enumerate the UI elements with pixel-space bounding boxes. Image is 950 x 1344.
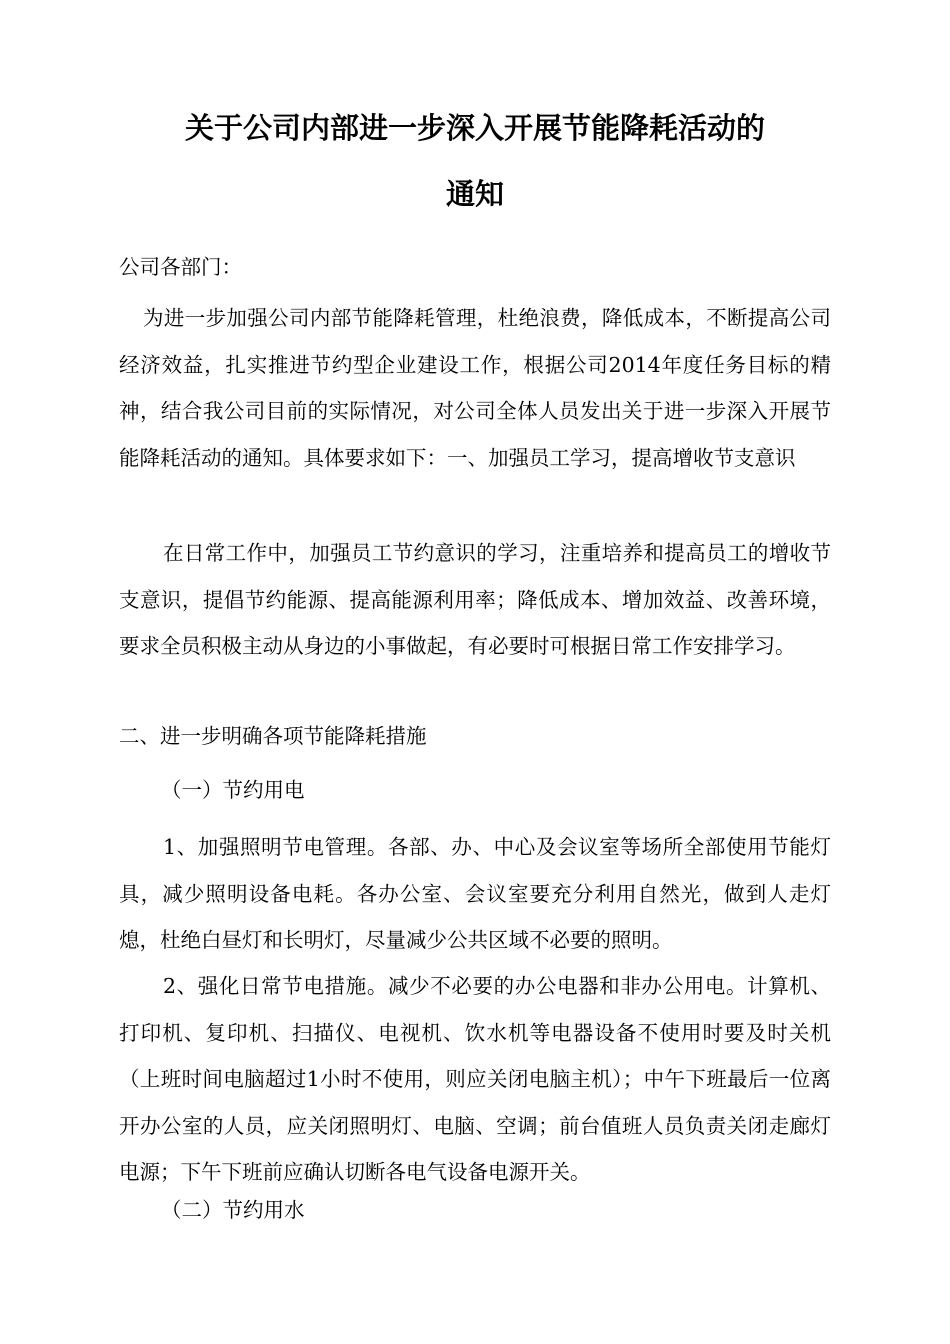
item-two-paragraph: 2、强化日常节电措施。减少不必要的办公电器和非办公用电。计算机、打印机、复印机、扫描仪、电视机、饮水机等电器设备不使用时要及时关机（上班时间电脑超过1小时不使用，则应关闭电脑主机）；中午下班最后一位离开办公室的人员，应关闭照明灯、电脑、空调；前台值班人员负责关闭走廊灯电源；下午下班前应确认切断各电气设备电源开关。 xyxy=(119,974,831,1184)
salutation: 公司各部门： xyxy=(119,255,242,279)
subsection-two-heading: （二）节约用水 xyxy=(161,1198,305,1222)
study-paragraph: 在日常工作中，加强员工节约意识的学习，注重培养和提高员工的增收节支意识，提倡节约能源、提高能源利用率；降低成本、增加效益、改善环境，要求全员积极主动从身边的小事做起，有必要时可根据日常工作安排学习。 xyxy=(119,541,831,658)
document-title-line1: 关于公司内部进一步深入开展节能降耗活动的 xyxy=(184,111,765,145)
intro-paragraph: 为进一步加强公司内部节能降耗管理，杜绝浪费，降低成本，不断提高公司经济效益，扎实推进节约型企业建设工作，根据公司2014年度任务目标的精神，结合我公司目前的实际情况，对公司全体人员发出关于进一步深入开展节能降耗活动的通知。具体要求如下：一、加强员工学习，提高增收节支意识 xyxy=(119,306,831,470)
subsection-one-heading: （一）节约用电 xyxy=(161,778,305,802)
document-title-line2: 通知 xyxy=(445,177,504,211)
item-one-paragraph: 1、加强照明节电管理。各部、办、中心及会议室等场所全部使用节能灯具，减少照明设备电耗。各办公室、会议室要充分利用自然光，做到人走灯熄，杜绝白昼灯和长明灯，尽量减少公共区域不必要的照明。 xyxy=(119,835,831,952)
section-two-heading: 二、进一步明确各项节能降耗措施 xyxy=(119,724,427,748)
